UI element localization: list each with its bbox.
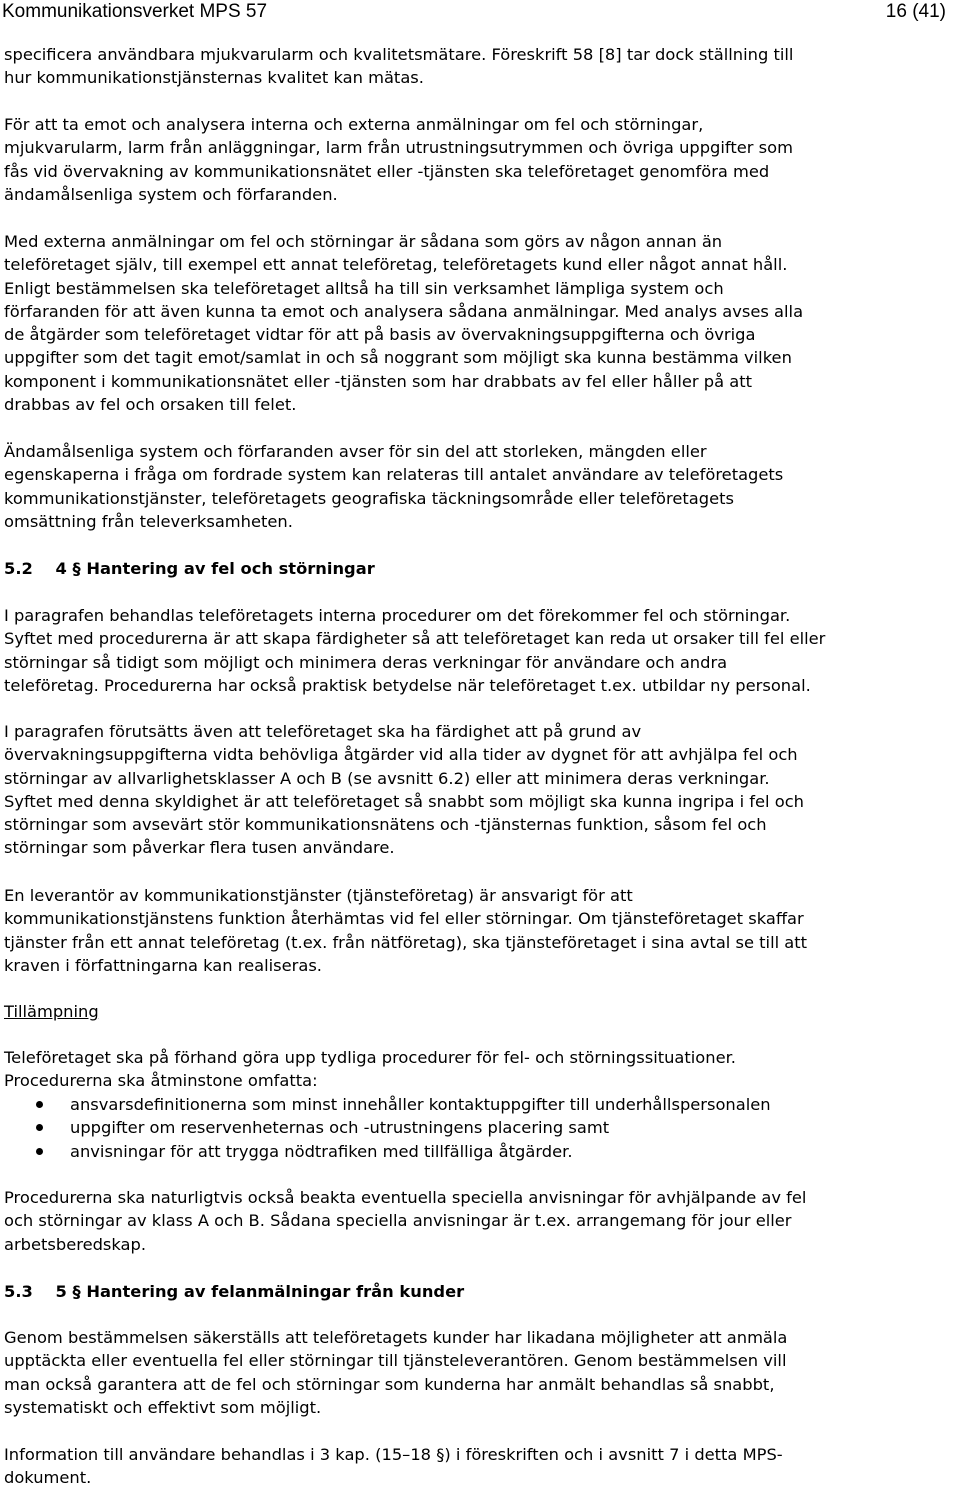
subheading-tillampning: Tillämpning xyxy=(4,1002,99,1021)
paragraph-9: Procedurerna ska naturligtvis också beakta eventuella speciella anvisningar för avhjälpande av fel och störningar av klass A och B. Sådana speciella anvisningar är t.ex. arrangemang för jour eller arbetsberedskap. xyxy=(4,1188,807,1254)
paragraph-1: specificera användbara mjukvarularm och kvalitetsmätare. Föreskrift 58 [8] tar dock ställning till hur kommunikationstjänsternas kvalitet kan mätas. xyxy=(4,45,794,88)
page-number: 16 (41) xyxy=(885,1,946,22)
paragraph-10: Genom bestämmelsen säkerställs att teleföretagets kunder har likadana möjligheter att anmäla upptäckta eller eventuella fel eller störningar till tjänsteleverantören. Genom bestämmelsen vill man också garantera att de fel och störningar som kunderna har anmält behandlas så snabbt, systematiskt och effektivt som möjligt. xyxy=(4,1328,788,1417)
paragraph-5: I paragrafen behandlas teleföretagets interna procedurer om det förekommer fel och störningar. Syftet med procedurerna är att skapa färdigheter så att teleföretaget kan reda ut orsaker till fel eller störningar så tidigt som möjligt och minimera deras verkningar för användare och andra teleföretag. Procedurerna har också praktisk betydelse när teleföretaget t.ex. utbildar ny personal. xyxy=(4,606,826,695)
list-item-text: anvisningar för att trygga nödtrafiken med tillfälliga åtgärder. xyxy=(70,1141,573,1161)
paragraph-8: Teleföretaget ska på förhand göra upp tydliga procedurer för fel- och störningssituationer. Procedurerna ska åtminstone omfatta: xyxy=(4,1048,736,1091)
bullet-icon xyxy=(36,1148,43,1155)
bullet-icon xyxy=(36,1101,43,1108)
page-header xyxy=(2,0,946,24)
list-item xyxy=(0,1093,771,1116)
paragraph-4: Ändamålsenliga system och förfaranden avser för sin del att storleken, mängden eller egenskaperna i fråga om fordrade system kan relateras till antalet användare av teleföretagets kommunikationstjänster, teleföretagets geografiska täckningsområde eller teleföretagets omsättning från televerksamheten. xyxy=(4,442,784,531)
list-item xyxy=(0,1140,771,1163)
paragraph-3: Med externa anmälningar om fel och störningar är sådana som görs av någon annan än teleföretaget själv, till exempel ett annat teleföretag, teleföretagets kund eller något annat håll. Enligt bestämmelsen ska teleföretaget alltså ha till sin verksamhet lämpliga system och förfaranden för att även kunna ta emot och analysera sådana anmälningar. Med analys avses alla de åtgärder som teleföretaget vidtar för att på basis av övervakningsuppgifterna och övriga uppgifter som det tagit emot/samlat in och så noggrant som möjligt ska kunna bestämma vilken komponent i kommunikationsnätet eller -tjänsten som har drabbats av fel eller håller på att drabbas av fel och orsaken till felet. xyxy=(4,232,804,415)
bullet-list xyxy=(0,1093,771,1163)
list-item-text: ansvarsdefinitionerna som minst innehåller kontaktuppgifter till underhållspersonalen xyxy=(70,1095,771,1114)
paragraph-11: Information till användare behandlas i 3 kap. (15–18 §) i föreskriften och i avsnitt 7 i detta MPS- dokument. xyxy=(4,1445,783,1488)
list-item-text: uppgifter om reservenheternas och -utrustningens placering samt xyxy=(70,1118,610,1138)
section-heading-5-2: 5.2 4 § Hantering av fel och störningar xyxy=(4,559,375,578)
paragraph-6: I paragrafen förutsätts även att teleföretaget ska ha färdighet att på grund av övervakningsuppgifterna vidta behövliga åtgärder vid alla tider av dygnet för att avhjälpa fel och störningar av allvarlighetsklasser A och B (se avsnitt 6.2) eller att minimera deras verkningar. Syftet med denna skyldighet är att teleföretaget så snabbt som möjligt ska kunna ingripa i fel och störningar som avsevärt stör kommunikationsnätens och -tjänsternas funktion, såsom fel och störningar som påverkar flera tusen användare. xyxy=(4,722,804,858)
bullet-icon xyxy=(36,1124,43,1131)
paragraph-7: En leverantör av kommunikationstjänster (tjänsteföretag) är ansvarigt för att kommunikationstjänstens funktion återhämtas vid fel eller störningar. Om tjänsteföretaget skaffar tjänster från ett annat teleföretag (t.ex. från nätföretag), ska tjänsteföretaget i sina avtal se till att kraven i författningarna kan realiseras. xyxy=(4,886,808,975)
paragraph-2: För att ta emot och analysera interna och externa anmälningar om fel och störningar, mjukvarularm, larm från anläggningar, larm från utrustningsutrymmen och övriga uppgifter som fås vid övervakning av kommunikationsnätet eller -tjänsten ska teleföretaget genomföra med ändamålsenliga system och förfaranden. xyxy=(4,115,793,204)
section-heading-5-3: 5.3 5 § Hantering av felanmälningar från kunder xyxy=(4,1282,465,1301)
list-item xyxy=(0,1116,771,1139)
document-title: Kommunikationsverket MPS 57 xyxy=(2,1,268,22)
